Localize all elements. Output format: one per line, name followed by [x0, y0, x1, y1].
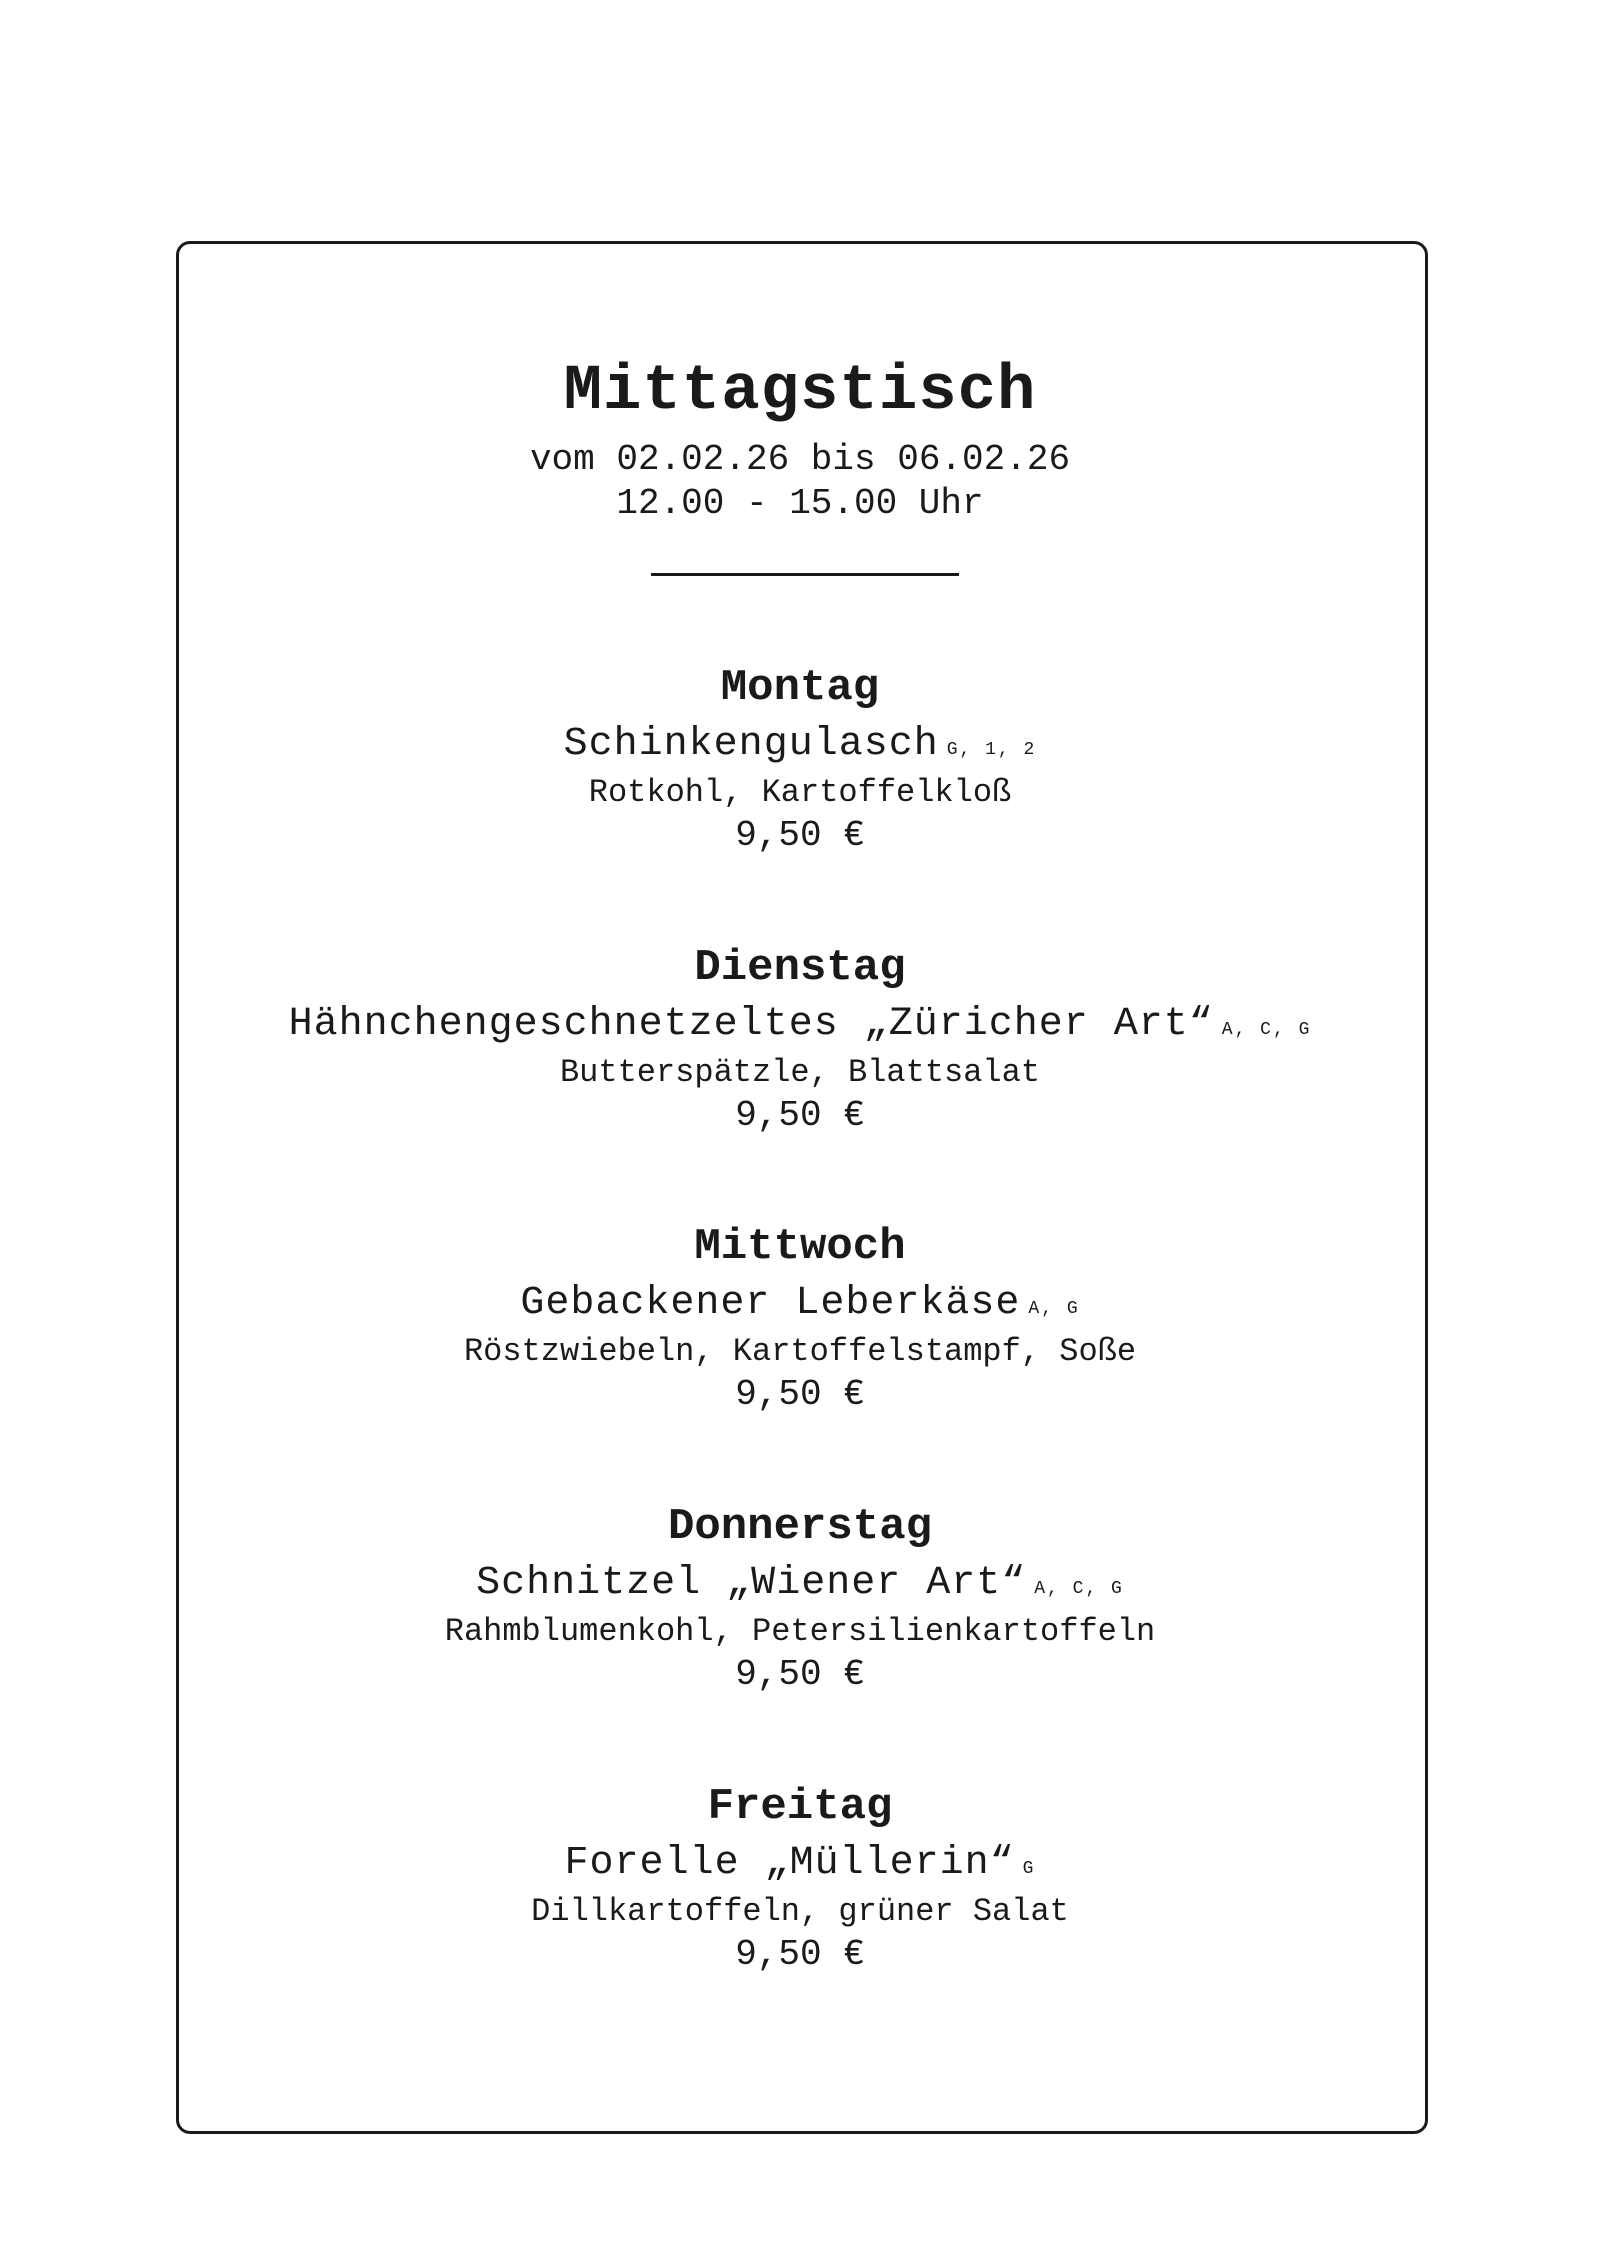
day-block-freitag — [0, 1781, 1600, 1977]
date-range: vom 02.02.26 bis 06.02.26 — [529, 439, 1071, 480]
day-name: Freitag — [707, 1782, 893, 1832]
allergen-codes: G — [1022, 1859, 1036, 1879]
day-name: Mittwoch — [694, 1222, 906, 1272]
divider-line — [651, 573, 959, 576]
day-block-dienstag — [0, 942, 1600, 1138]
price: 9,50 € — [735, 1654, 865, 1695]
price: 9,50 € — [735, 1374, 865, 1415]
dish-name — [0, 1279, 1600, 1329]
dish-name — [0, 1559, 1600, 1609]
price: 9,50 € — [735, 1095, 865, 1136]
price: 9,50 € — [735, 1934, 865, 1975]
dish-name — [0, 1839, 1600, 1889]
opening-hours: 12.00 - 15.00 Uhr — [616, 483, 984, 524]
allergen-codes: G, 1, 2 — [946, 740, 1037, 760]
day-block-montag — [0, 662, 1600, 858]
allergen-codes: A, G — [1028, 1299, 1080, 1319]
allergen-codes: A, C, G — [1034, 1579, 1124, 1599]
allergen-codes: A, C, G — [1221, 1020, 1312, 1040]
side-dishes: Butterspätzle, Blattsalat — [559, 1054, 1041, 1091]
side-dishes: Röstzwiebeln, Kartoffelstampf, Soße — [463, 1333, 1137, 1370]
side-dishes: Rotkohl, Kartoffelkloß — [588, 774, 1012, 811]
day-block-donnerstag — [0, 1501, 1600, 1697]
dish-title: Schinkengulasch — [563, 722, 939, 767]
dish-title: Gebackener Leberkäse — [520, 1281, 1021, 1326]
dish-name — [0, 1000, 1600, 1050]
dish-title: Hähnchengeschnetzeltes „Züricher Art“ — [288, 1002, 1214, 1047]
price: 9,50 € — [735, 815, 865, 856]
day-block-mittwoch — [0, 1221, 1600, 1417]
day-name: Montag — [720, 663, 880, 713]
day-name: Dienstag — [694, 943, 906, 993]
page-title: Mittagstisch — [563, 356, 1037, 428]
dish-title: Forelle „Müllerin“ — [564, 1841, 1015, 1886]
side-dishes: Rahmblumenkohl, Petersilienkartoffeln — [444, 1613, 1156, 1650]
side-dishes: Dillkartoffeln, grüner Salat — [531, 1893, 1069, 1930]
dish-title: Schnitzel „Wiener Art“ — [476, 1561, 1027, 1606]
dish-name — [0, 720, 1600, 770]
day-name: Donnerstag — [667, 1502, 933, 1552]
